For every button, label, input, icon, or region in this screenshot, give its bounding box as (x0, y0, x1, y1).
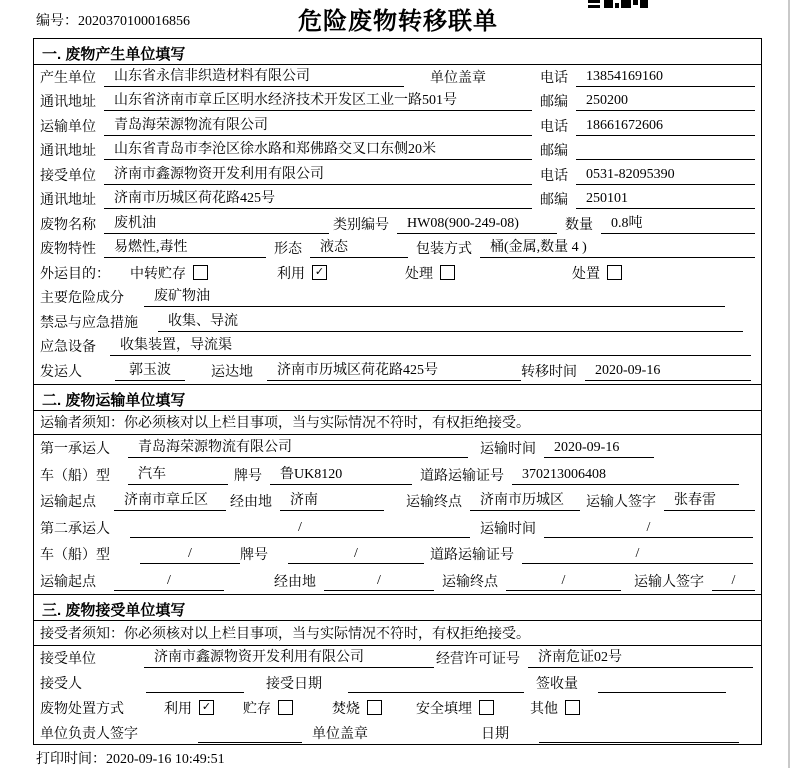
disposal-option-storage (243, 698, 293, 718)
section1-header: 一. 废物产生单位填写 (34, 39, 761, 65)
destination-label: 运达地 (211, 364, 253, 380)
equipment-label: 应急设备 (40, 340, 96, 355)
qr-code-fragment (588, 0, 648, 9)
operating-permit-value: 济南危证02号 (528, 646, 753, 668)
row-emergency-equipment (34, 335, 761, 360)
row-producer-address (34, 90, 761, 115)
transporter-phone-value: 18661672606 (576, 118, 755, 136)
via1-value: 济南 (280, 489, 384, 511)
quantity-label: 数量 (565, 217, 593, 233)
producer-value: 山东省永信非织造材料有限公司 (104, 65, 404, 87)
page-edge (788, 0, 790, 768)
producer-label: 产生单位 (40, 70, 96, 86)
transport-time-label: 运输时间 (480, 442, 536, 457)
page-title: 危险废物转移联单 (298, 8, 498, 35)
producer-phone-field (540, 67, 755, 87)
checkbox-label: 安全填埋 (416, 701, 472, 717)
end1-value: 济南市历城区 (470, 489, 580, 511)
row-disposal-method (34, 696, 761, 721)
road-permit2-value: / (522, 546, 753, 564)
row-receiver (34, 163, 761, 188)
receiver-zip-field (540, 189, 755, 209)
notice-text: 运输者须知：你必须核对以上栏目事项，当与实际情况不符时，有权拒绝接受。 (40, 416, 530, 431)
row-waste-properties (34, 237, 761, 262)
unit-seal-label: 单位盖章 (312, 726, 368, 742)
end2-value: / (506, 573, 621, 591)
checkbox-icon (607, 265, 622, 280)
transporter-address-value: 山东省青岛市李沧区徐水路和郑佛路交叉口东侧20米 (104, 138, 532, 160)
end-label: 运输终点 (406, 495, 462, 510)
purpose-option-utilize (277, 263, 327, 283)
road-permit-label: 道路运输证号 (420, 468, 504, 484)
origin-label: 运输起点 (40, 495, 96, 510)
row-dispatcher (34, 359, 761, 384)
print-time-value: 2020-09-16 10:49:51 (106, 752, 225, 767)
origin-label: 运输起点 (40, 574, 96, 590)
transfer-time-label: 转移时间 (521, 364, 577, 380)
address-label: 通讯地址 (40, 144, 96, 159)
date-value (539, 741, 739, 743)
serial-label: 编号： (36, 14, 78, 29)
row-carrier1 (34, 435, 761, 462)
row-vehicle1 (34, 461, 761, 488)
row-carrier2 (34, 514, 761, 541)
vehicle2-value: / (140, 546, 240, 564)
checkbox-label: 处置 (572, 266, 600, 282)
transfer-time-value: 2020-09-16 (585, 363, 751, 381)
checkbox-icon (565, 700, 580, 715)
carrier1-time-value: 2020-09-16 (544, 440, 654, 458)
sign2-value: / (712, 573, 755, 591)
packing-value: 桶(金属,数量 4 ) (480, 236, 755, 258)
notice-text: 接受者须知：你必须核对以上栏目事项，当与实际情况不符时，有权拒绝接受。 (40, 626, 530, 642)
hazard-value: 废矿物油 (144, 285, 725, 307)
via2-value: / (324, 573, 434, 591)
zip-label: 邮编 (540, 144, 568, 159)
waste-properties-label: 废物特性 (40, 242, 96, 257)
operating-permit-label: 经营许可证号 (436, 651, 520, 667)
head-sign-value (198, 741, 302, 743)
serial-value: 2020370100016856 (78, 14, 190, 29)
receiver-value: 济南市鑫源物资开发利用有限公司 (104, 163, 532, 185)
dispatcher-label: 发运人 (40, 364, 82, 380)
row-accept-unit (34, 646, 761, 671)
checkbox-icon (440, 265, 455, 280)
form-label: 形态 (274, 242, 302, 257)
phone-label: 电话 (540, 70, 568, 86)
accept-date-label: 接受日期 (266, 676, 322, 692)
received-qty-label: 签收量 (536, 676, 578, 692)
checkbox-label: 利用 (164, 701, 192, 717)
carrier1-label: 第一承运人 (40, 442, 110, 457)
form-value: 液态 (310, 236, 408, 258)
transporter-notice (34, 411, 761, 435)
carrier-sign-label: 运输人签字 (586, 495, 656, 510)
checkbox-icon (278, 700, 293, 715)
checkbox-icon: ✓ (312, 265, 327, 280)
receiver-phone-field (540, 165, 755, 185)
waste-name-label: 废物名称 (40, 217, 96, 233)
print-time-label: 打印时间： (36, 752, 106, 767)
row-producer (34, 65, 761, 90)
acceptor-value (146, 691, 244, 693)
transporter-label: 运输单位 (40, 119, 96, 135)
carrier2-label: 第二承运人 (40, 521, 110, 537)
checkbox-icon: ✓ (199, 700, 214, 715)
checkbox-label: 处理 (405, 266, 433, 282)
purpose-label: 外运目的： (40, 266, 110, 282)
zip-label: 邮编 (540, 193, 568, 208)
checkbox-icon (193, 265, 208, 280)
transporter-phone-field (540, 116, 755, 136)
row-hazard-components (34, 286, 761, 311)
checkbox-label: 贮存 (243, 701, 271, 717)
carrier2-time-value: / (544, 520, 753, 538)
unit-seal-label: 单位盖章 (430, 70, 486, 86)
disposal-option-incinerate (332, 698, 382, 718)
purpose-option-transfer-storage (130, 263, 208, 283)
checkbox-icon (479, 700, 494, 715)
row-transporter-address (34, 139, 761, 164)
category-value: HW08(900-249-08) (397, 216, 557, 234)
purpose-option-treat (405, 263, 455, 283)
row-vehicle2 (34, 541, 761, 568)
end-label: 运输终点 (442, 574, 498, 590)
road-permit-label: 道路运输证号 (430, 548, 514, 563)
plate-label: 牌号 (234, 468, 262, 484)
disposal-option-other (530, 698, 580, 718)
row-route1 (34, 488, 761, 515)
row-waste-name (34, 212, 761, 237)
via-label: 经由地 (230, 495, 272, 510)
receiver-phone-value: 0531-82095390 (576, 167, 755, 185)
taboo-value: 收集、导流 (158, 310, 743, 332)
row-taboo-measures (34, 310, 761, 335)
address-label: 通讯地址 (40, 193, 96, 208)
accept-date-value (348, 691, 524, 693)
producer-zip-field (540, 91, 755, 111)
address-label: 通讯地址 (40, 95, 96, 110)
manifest-form-table (33, 38, 762, 745)
packing-label: 包装方式 (416, 242, 472, 257)
received-qty-value (598, 691, 726, 693)
producer-phone-value: 13854169160 (576, 69, 755, 87)
disposal-option-landfill (416, 698, 494, 718)
section3-header: 三. 废物接受单位填写 (34, 594, 761, 621)
row-head-signature (34, 721, 761, 746)
checkbox-label: 中转贮存 (130, 266, 186, 282)
destination-value: 济南市历城区荷花路425号 (267, 359, 521, 381)
row-route2 (34, 567, 761, 594)
accept-unit-label: 接受单位 (40, 651, 96, 667)
receiver-address-value: 济南市历城区荷花路425号 (104, 187, 532, 209)
carrier1-value: 青岛海荣源物流有限公司 (128, 436, 468, 458)
waste-name-value: 废机油 (104, 212, 329, 234)
plate2-value: / (288, 546, 424, 564)
carrier2-value: / (130, 520, 470, 538)
via-label: 经由地 (274, 574, 316, 590)
transporter-zip-field (540, 140, 755, 160)
transporter-zip-value (576, 158, 755, 160)
phone-label: 电话 (540, 119, 568, 135)
producer-address-value: 山东省济南市章丘区明水经济技术开发区工业一路501号 (104, 89, 532, 111)
transporter-value: 青岛海荣源物流有限公司 (104, 114, 532, 136)
section2-header: 二. 废物运输单位填写 (34, 384, 761, 411)
date-label: 日期 (481, 726, 509, 742)
origin1-value: 济南市章丘区 (114, 489, 226, 511)
print-time-line (36, 748, 225, 768)
quantity-value: 0.8吨 (601, 212, 755, 234)
equipment-value: 收集装置，导流渠 (110, 334, 751, 356)
checkbox-label: 其他 (530, 701, 558, 717)
disposal-option-utilize (164, 698, 214, 718)
phone-label: 电话 (540, 168, 568, 184)
receiver-notice (34, 621, 761, 646)
row-transfer-purpose (34, 261, 761, 286)
purpose-option-dispose (572, 263, 622, 283)
hazard-label: 主要危险成分 (40, 291, 124, 306)
carrier-sign-label: 运输人签字 (634, 574, 704, 590)
taboo-label: 禁忌与应急措施 (40, 315, 138, 331)
vehicle-type-label: 车（船）型 (40, 468, 110, 484)
producer-zip-value: 250200 (576, 93, 755, 111)
checkbox-label: 利用 (277, 266, 305, 282)
acceptor-label: 接受人 (40, 676, 82, 692)
receiver-label: 接受单位 (40, 168, 96, 184)
waste-properties-value: 易燃性,毒性 (104, 236, 266, 258)
vehicle1-value: 汽车 (128, 463, 228, 485)
sign1-value: 张春雷 (664, 489, 755, 511)
origin2-value: / (114, 573, 224, 591)
road-permit1-value: 370213006408 (512, 467, 739, 485)
zip-label: 邮编 (540, 95, 568, 110)
transport-time-label: 运输时间 (480, 521, 536, 537)
disposal-method-label: 废物处置方式 (40, 701, 124, 717)
row-transporter (34, 114, 761, 139)
plate-label: 牌号 (240, 548, 268, 563)
head-sign-label: 单位负责人签字 (40, 726, 138, 742)
row-receiver-address (34, 188, 761, 213)
checkbox-icon (367, 700, 382, 715)
checkbox-label: 焚烧 (332, 701, 360, 717)
plate1-value: 鲁UK8120 (270, 463, 412, 485)
row-acceptor (34, 671, 761, 696)
accept-unit-value: 济南市鑫源物资开发利用有限公司 (144, 646, 434, 668)
category-label: 类别编号 (333, 217, 389, 233)
vehicle-type-label: 车（船）型 (40, 548, 110, 563)
receiver-zip-value: 250101 (576, 191, 755, 209)
dispatcher-value: 郭玉波 (115, 359, 185, 381)
